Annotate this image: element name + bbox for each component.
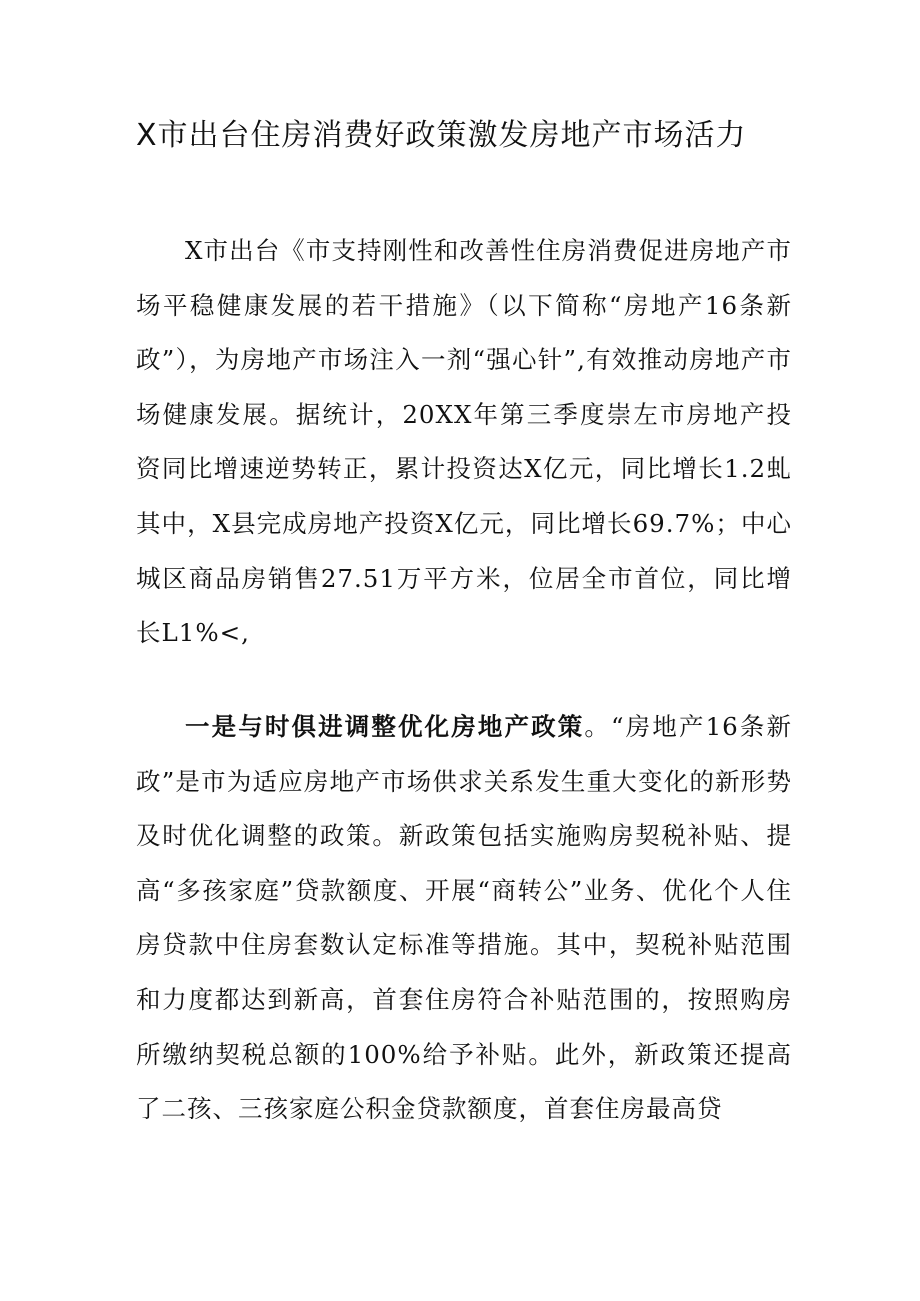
paragraph-policy-one-text: 。“房地产16条新政”是市为适应房地产市场供求关系发生重大变化的新形势及时优化调整的政策。新政策包括实施购房契税补贴、提高“多孩家庭”贷款额度、开展“商转公”业务、优化个人住房贷款中住房套数认定标准等措施。其中，契税补贴范围和力度都达到新高，首套住房符合补贴范围的，按照购房所缴纳契税总额的100%给予补贴。此外，新政策还提高了二孩、三孩家庭公积金贷款额度，首套住房最高贷 <box>136 712 792 1124</box>
paragraph-intro <box>136 224 792 661</box>
paragraph-policy-one-lead: 一是与时俱进调整优化房地产政策 <box>185 712 585 741</box>
paragraph-policy-one <box>136 700 792 1137</box>
document-title: X市出台住房消费好政策激发房地产市场活力 <box>136 118 747 153</box>
paragraph-intro-text: X市出台《市支持刚性和改善性住房消费促进房地产市场平稳健康发展的若干措施》（以下简称“房地产16条新政”），为房地产市场注入一剂“强心针”,有效推动房地产市场健康发展。据统计，20XX年第三季度崇左市房地产投资同比增速逆势转正，累计投资达X亿元，同比增长1.2虬其中，X县完成房地产投资X亿元，同比增长69.7%；中心城区商品房销售27.51万平方米，位居全市首位，同比增长L1%<, <box>136 236 792 648</box>
